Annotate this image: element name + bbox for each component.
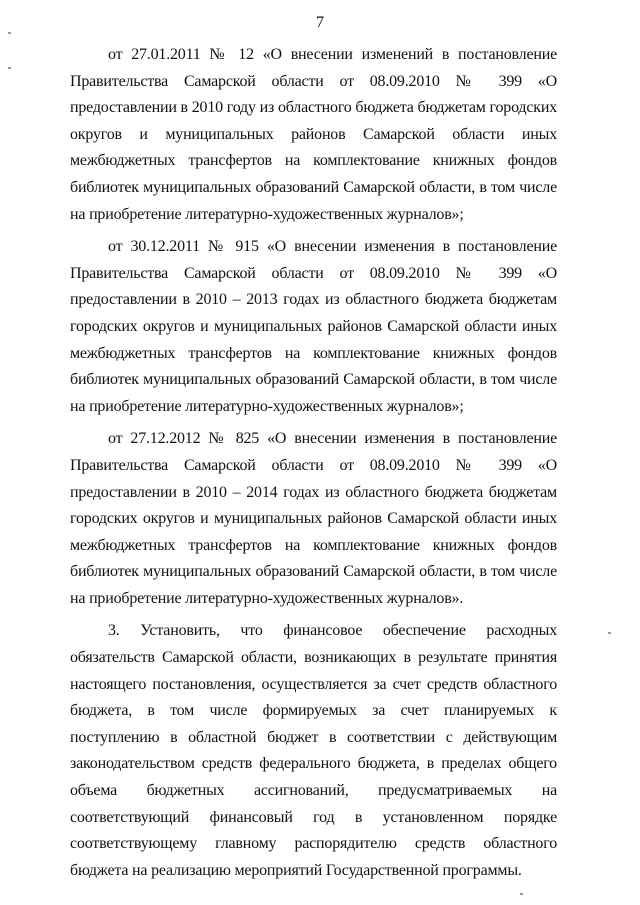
paragraph-resolution-915: от 30.12.2011 № 915 «О внесении изменения в постановление Правительства Самарской области от 08.09.2010 № 399 «О предоставлении в 2010 – 2013 годах из областного бюджета бюджетам городских округов и муниципальных районов Самарской области иных межбюджетных трансфертов на комплектование книжных фондов библиотек муниципальных образований Самарской области, в том числе на приобретение литературно-художественных журналов»; bbox=[70, 238, 557, 415]
scan-artifact bbox=[608, 632, 611, 634]
paragraph-item-3: 3. Установить, что финансовое обеспечение расходных обязательств Самарской области, возникающих в результате принятия настоящего постановления, осуществляется за счет средств областного бюджета, в том числе формируемых за счет планируемых к поступлению в областной бюджет в соответствии с действующим законодательством средств федерального бюджета, в пределах общего объема бюджетных ассигнований, предусматриваемых на соответствующий финансовый год в установленном порядке соответствующему главному распорядителю средств областного бюджета на реализацию мероприятий Государственной программы. bbox=[70, 622, 557, 879]
page-number: 7 bbox=[316, 14, 324, 31]
document-body bbox=[70, 42, 557, 890]
scan-artifact bbox=[8, 32, 11, 34]
scan-artifact bbox=[8, 67, 11, 69]
paragraph-resolution-12: от 27.01.2011 № 12 «О внесении изменений в постановление Правительства Самарской области от 08.09.2010 № 399 «О предоставлении в 2010 году из областного бюджета бюджетам городских округов и муниципальных районов Самарской области иных межбюджетных трансфертов на комплектование книжных фондов библиотек муниципальных образований Самарской области, в том числе на приобретение литературно-художественных журналов»; bbox=[70, 46, 557, 223]
paragraph-resolution-825: от 27.12.2012 № 825 «О внесении изменения в постановление Правительства Самарской области от 08.09.2010 № 399 «О предоставлении в 2010 – 2014 годах из областного бюджета бюджетам городских округов и муниципальных районов Самарской области иных межбюджетных трансфертов на комплектование книжных фондов библиотек муниципальных образований Самарской области, в том числе на приобретение литературно-художественных журналов». bbox=[70, 430, 557, 607]
scan-artifact bbox=[520, 893, 523, 895]
